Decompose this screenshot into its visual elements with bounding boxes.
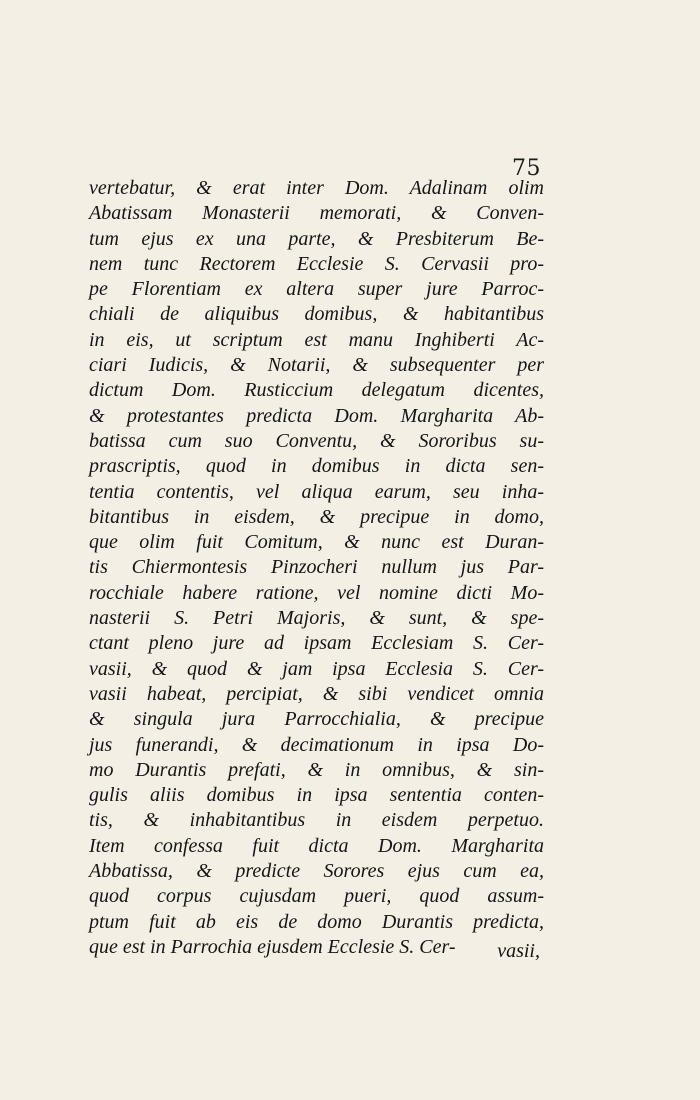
text-line: prascriptis, quod in domibus in dicta sen- <box>89 455 544 478</box>
text-line: Item confessa fuit dicta Dom. Margharita <box>89 834 544 857</box>
text-line: Abbatissa, & predicte Sorores ejus cum ea, <box>89 860 544 883</box>
text-line: rocchiale habere ratione, vel nomine dicti Mo- <box>89 581 544 604</box>
text-line: ciari Iudicis, & Notarii, & subsequenter per <box>89 354 544 377</box>
text-line: vasii, & quod & jam ipsa Ecclesia S. Cer- <box>89 657 544 680</box>
text-line: nasterii S. Petri Majoris, & sunt, & spe- <box>89 607 544 630</box>
text-line: batissa cum suo Conventu, & Sororibus su- <box>89 429 544 452</box>
text-line: jus funerandi, & decimationum in ipsa Do- <box>89 733 544 756</box>
text-line: que est in Parrochia ejusdem Ecclesie S. Cer- <box>89 935 456 958</box>
text-line: & protestantes predicta Dom. Margharita Ab- <box>89 404 544 427</box>
page-number: 75 <box>512 156 541 181</box>
catchword: vasii, <box>497 940 540 962</box>
text-line: quod corpus cujusdam pueri, quod assum- <box>89 885 544 908</box>
text-line: nem tunc Rectorem Ecclesie S. Cervasii pro- <box>89 252 544 275</box>
text-line: Abatissam Monasterii memorati, & Conven- <box>89 202 544 225</box>
text-line: bitantibus in eisdem, & precipue in domo, <box>89 505 544 528</box>
text-line: mo Durantis prefati, & in omnibus, & sin- <box>89 758 544 781</box>
text-line: tis Chiermontesis Pinzocheri nullum jus Par- <box>89 556 544 579</box>
text-line: chiali de aliquibus domibus, & habitantibus <box>89 303 544 326</box>
text-line: vertebatur, & erat inter Dom. Adalinam olim <box>89 177 544 199</box>
text-line: gulis aliis domibus in ipsa sententia conten- <box>89 784 544 807</box>
body-text <box>89 176 544 960</box>
text-line: in eis, ut scriptum est manu Inghiberti Ac- <box>89 328 544 351</box>
text-line: & singula jura Parrocchialia, & precipue <box>89 708 544 731</box>
text-line: tum ejus ex una parte, & Presbiterum Be- <box>89 227 544 250</box>
text-line: que olim fuit Comitum, & nunc est Duran- <box>89 531 544 554</box>
text-line: dictum Dom. Rusticcium delegatum dicentes, <box>89 379 544 402</box>
text-line: tis, & inhabitantibus in eisdem perpetuo. <box>89 809 544 832</box>
text-line: ptum fuit ab eis de domo Durantis predicta, <box>89 910 544 933</box>
text-line: ctant pleno jure ad ipsam Ecclesiam S. Cer- <box>89 632 544 655</box>
text-line: tentia contentis, vel aliqua earum, seu inha- <box>89 480 544 503</box>
text-line: vasii habeat, percipiat, & sibi vendicet omnia <box>89 682 544 705</box>
text-line: pe Florentiam ex altera super jure Parroc- <box>89 278 544 301</box>
